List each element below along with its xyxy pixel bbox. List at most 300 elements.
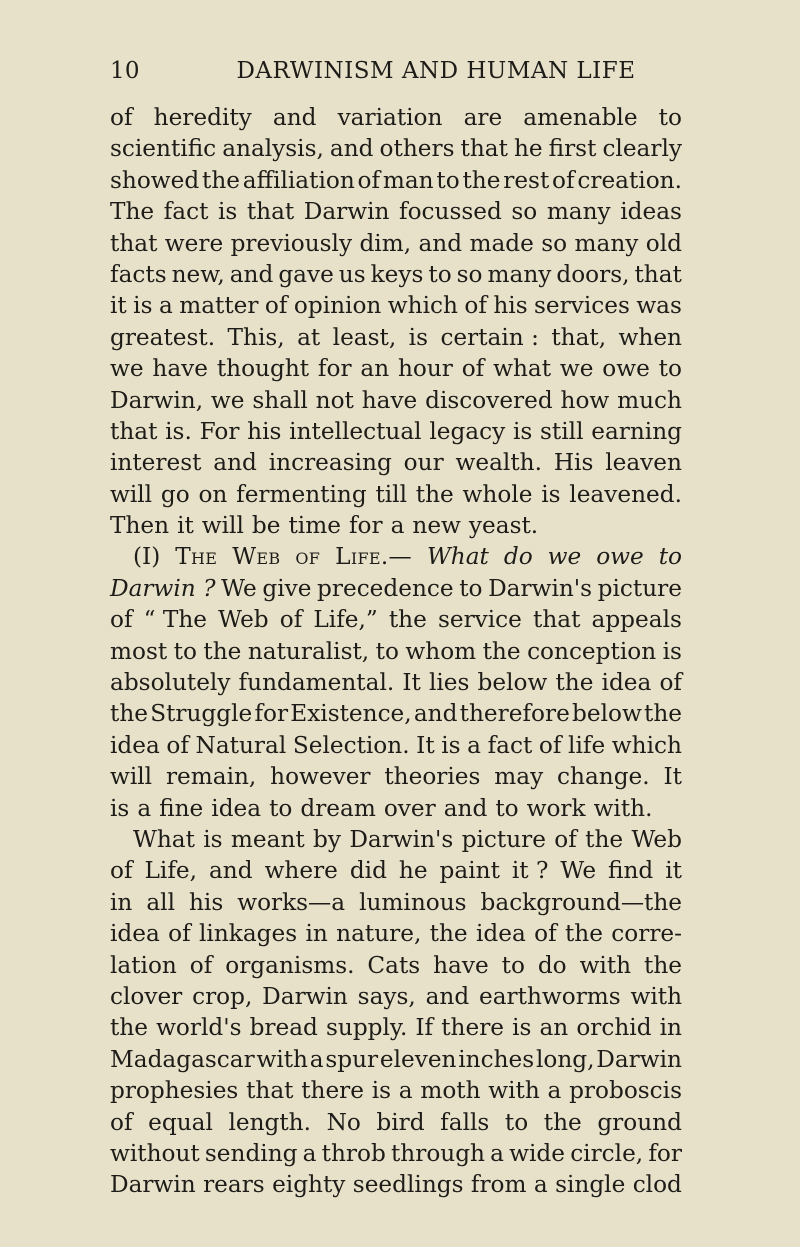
word: of xyxy=(110,1108,133,1136)
word: therefore xyxy=(459,700,570,728)
word: to xyxy=(495,794,519,822)
word: and xyxy=(272,104,317,131)
word: Natural xyxy=(195,731,287,759)
word: the xyxy=(644,951,682,979)
word: absolutely xyxy=(110,669,231,697)
word: it xyxy=(177,512,194,540)
word: of xyxy=(264,292,288,320)
word: however xyxy=(270,763,371,791)
word: with xyxy=(256,1045,308,1073)
word: says, xyxy=(357,982,416,1010)
word: seedlings xyxy=(352,1171,464,1199)
word: Existence, xyxy=(290,700,412,728)
word: did xyxy=(349,857,387,885)
word: eighty xyxy=(272,1171,346,1199)
word: Darwin ? xyxy=(110,574,216,602)
word: doors, xyxy=(556,260,630,288)
word: is xyxy=(371,1077,392,1105)
word: rest xyxy=(503,166,550,194)
text-line xyxy=(110,541,682,572)
word: the xyxy=(482,637,521,665)
text-line xyxy=(110,730,682,761)
word: naturalist, xyxy=(247,637,370,665)
word: a xyxy=(398,1077,413,1105)
word: to xyxy=(658,104,682,131)
word: he xyxy=(513,135,543,163)
word: to xyxy=(269,794,293,822)
word: paint xyxy=(439,857,500,885)
word: it xyxy=(110,292,127,320)
word: of xyxy=(110,857,133,885)
word: to xyxy=(504,1108,529,1136)
word: not xyxy=(315,386,354,414)
word: of xyxy=(534,920,557,948)
word: for xyxy=(254,700,289,728)
word: service xyxy=(437,606,522,634)
word: of xyxy=(295,543,321,571)
word: remain, xyxy=(165,763,257,791)
text-line xyxy=(110,322,682,353)
word: ideas xyxy=(620,198,682,226)
word: are xyxy=(463,104,503,131)
word: gave xyxy=(278,260,334,288)
word: appeals xyxy=(591,606,682,634)
word: of xyxy=(554,825,577,853)
word: do xyxy=(503,543,533,571)
word: the xyxy=(644,700,682,728)
word: through xyxy=(390,1139,485,1167)
word: bread xyxy=(249,1014,318,1042)
word: sending xyxy=(204,1139,298,1167)
text-line xyxy=(110,1169,682,1200)
word: of xyxy=(357,166,381,194)
word: there xyxy=(441,1014,504,1042)
word: and xyxy=(229,260,274,288)
text-line xyxy=(110,573,682,604)
word: length. xyxy=(228,1108,311,1136)
word: least, xyxy=(332,323,397,351)
word: what xyxy=(493,355,552,383)
word: his xyxy=(247,417,282,445)
word: that xyxy=(533,606,581,634)
word: spur xyxy=(325,1045,379,1073)
word: give xyxy=(262,574,312,602)
word: for xyxy=(348,512,383,540)
word: clover xyxy=(110,982,183,1010)
text-line xyxy=(110,447,682,478)
word: that xyxy=(460,135,508,163)
text-line xyxy=(110,290,682,321)
word: and xyxy=(413,700,458,728)
word: others xyxy=(379,135,455,163)
word: whom xyxy=(405,637,477,665)
word: inches xyxy=(458,1045,535,1073)
word: the xyxy=(585,825,624,853)
word: Darwin xyxy=(262,982,348,1010)
text-line xyxy=(110,102,682,133)
word: of xyxy=(110,104,133,131)
word: prophesies xyxy=(110,1077,239,1105)
word: previously xyxy=(230,229,353,257)
word: is xyxy=(512,1014,532,1042)
word: may xyxy=(494,763,544,791)
word: earning xyxy=(591,417,682,445)
text-line xyxy=(110,165,682,196)
word: proboscis xyxy=(569,1077,682,1105)
word: where xyxy=(264,857,338,885)
word: facts xyxy=(110,260,167,288)
word: variation xyxy=(337,104,443,131)
text-line xyxy=(110,855,682,886)
word: find xyxy=(608,857,654,885)
word: do xyxy=(537,951,567,979)
word: we xyxy=(559,355,594,383)
word: clod xyxy=(632,1171,682,1199)
word: us xyxy=(338,260,366,288)
word: the xyxy=(202,166,240,194)
word: so xyxy=(541,229,568,257)
text-line xyxy=(110,604,682,635)
word: It xyxy=(663,763,682,791)
word: the xyxy=(110,1014,148,1042)
word: equal xyxy=(148,1108,213,1136)
word: organisms. xyxy=(225,951,355,979)
word: Selection. xyxy=(292,731,410,759)
word: amenable xyxy=(523,104,638,131)
word: linkages xyxy=(199,920,298,948)
word: have xyxy=(433,951,489,979)
word: for xyxy=(648,1139,682,1167)
word: is xyxy=(217,198,238,226)
text-line xyxy=(110,918,682,949)
word: we xyxy=(110,355,144,383)
text-line xyxy=(110,1012,682,1043)
text-line xyxy=(110,1107,682,1138)
word: single xyxy=(555,1171,626,1199)
text-line xyxy=(110,1138,682,1169)
word: of xyxy=(659,669,682,697)
text-line xyxy=(110,636,682,667)
word: orchid xyxy=(576,1014,652,1042)
word: circle, xyxy=(570,1139,644,1167)
word: will xyxy=(201,512,244,540)
word: the xyxy=(388,606,427,634)
word: and xyxy=(443,794,488,822)
word: greatest. xyxy=(110,323,216,351)
word: bird xyxy=(376,1108,425,1136)
word: Life, xyxy=(144,857,198,885)
word: crop, xyxy=(192,982,253,1010)
word: works—a xyxy=(237,888,346,916)
word: a xyxy=(302,1139,317,1167)
word: analysis, xyxy=(222,135,324,163)
word: wide xyxy=(509,1139,566,1167)
running-title: DARWINISM AND HUMAN LIFE xyxy=(236,58,636,84)
word: idea xyxy=(475,920,526,948)
word: to xyxy=(658,355,682,383)
word: till xyxy=(375,480,408,508)
text-line xyxy=(110,510,682,541)
word: will xyxy=(110,480,153,508)
word: it xyxy=(665,857,682,885)
word: leavened. xyxy=(569,480,682,508)
word: that xyxy=(634,260,682,288)
text-line xyxy=(110,761,682,792)
word: luminous xyxy=(359,888,467,916)
text-line xyxy=(110,824,682,855)
word: interest xyxy=(110,449,202,477)
word: in xyxy=(305,920,328,948)
word: of xyxy=(168,920,191,948)
word: fermenting xyxy=(236,480,367,508)
word: We xyxy=(221,574,257,602)
word: Darwin xyxy=(110,1171,196,1199)
word: of xyxy=(464,292,487,320)
word: and xyxy=(213,449,257,477)
word: Web xyxy=(631,825,682,853)
word: many xyxy=(546,198,611,226)
word: made xyxy=(469,229,534,257)
word: below xyxy=(477,669,548,697)
word: throb xyxy=(321,1139,386,1167)
word: Darwin, xyxy=(110,386,204,414)
word: in xyxy=(110,888,133,916)
word: he xyxy=(398,857,428,885)
word: picture xyxy=(461,825,546,853)
text-line xyxy=(110,950,682,981)
word: below xyxy=(572,700,642,728)
word: moth xyxy=(420,1077,481,1105)
word: be xyxy=(251,512,281,540)
word: from xyxy=(470,1171,527,1199)
word: What xyxy=(133,825,195,853)
word: “ The xyxy=(143,606,208,634)
word: hour xyxy=(397,355,453,383)
word: to xyxy=(459,574,483,602)
word: Struggle xyxy=(150,700,253,728)
word: idea xyxy=(601,669,652,697)
text-line xyxy=(110,887,682,918)
word: lies xyxy=(428,669,470,697)
word: affiliation xyxy=(242,166,355,194)
word: a xyxy=(158,292,173,320)
text-line xyxy=(110,416,682,447)
word: the xyxy=(110,700,148,728)
text-line xyxy=(110,133,682,164)
word: of xyxy=(189,951,213,979)
word: have xyxy=(152,355,208,383)
word: Then xyxy=(110,512,170,540)
text-line xyxy=(110,479,682,510)
word: idea xyxy=(110,731,160,759)
word: that xyxy=(246,198,295,226)
text-line xyxy=(110,1044,682,1075)
word: This, xyxy=(227,323,285,351)
word: the xyxy=(415,480,454,508)
text-line xyxy=(110,353,682,384)
text-line xyxy=(110,793,682,824)
word: Life.— xyxy=(335,543,412,571)
word: of xyxy=(110,606,133,634)
word: have xyxy=(361,386,418,414)
word: all xyxy=(146,888,175,916)
word: much xyxy=(617,386,682,414)
word: when xyxy=(618,323,682,351)
word: world's xyxy=(156,1014,242,1042)
text-line xyxy=(110,196,682,227)
text-line xyxy=(110,981,682,1012)
word: earthworms xyxy=(479,982,621,1010)
word: services xyxy=(534,292,630,320)
word: legacy xyxy=(429,417,506,445)
word: and xyxy=(425,982,470,1010)
word: with xyxy=(630,982,682,1010)
word: the xyxy=(203,637,242,665)
word: rears xyxy=(203,1171,265,1199)
word: dream xyxy=(300,794,376,822)
word: old xyxy=(645,229,682,257)
word: and xyxy=(208,857,253,885)
word: scientific xyxy=(110,135,217,163)
word: fact xyxy=(163,198,209,226)
word: theories xyxy=(384,763,481,791)
word: the xyxy=(462,166,501,194)
word: with xyxy=(579,951,632,979)
word: clearly xyxy=(602,135,682,163)
text-line xyxy=(110,259,682,290)
word: supply. xyxy=(325,1014,408,1042)
word: time xyxy=(288,512,341,540)
word: The xyxy=(110,198,155,226)
word: If xyxy=(415,1014,434,1042)
word: eleven xyxy=(379,1045,457,1073)
text-line xyxy=(110,385,682,416)
word: is xyxy=(512,417,533,445)
word: and xyxy=(329,135,374,163)
word: is xyxy=(203,825,223,853)
word: is xyxy=(133,292,153,320)
word: fine xyxy=(159,794,204,822)
word: ground xyxy=(597,1108,682,1136)
word: a xyxy=(390,512,405,540)
word: with xyxy=(488,1077,540,1105)
word: at xyxy=(297,323,321,351)
word: in xyxy=(659,1014,682,1042)
word: go xyxy=(160,480,190,508)
body-text xyxy=(110,102,682,1201)
word: many xyxy=(574,229,639,257)
word: long, xyxy=(535,1045,595,1073)
word: so xyxy=(511,198,538,226)
word: of xyxy=(166,731,189,759)
word: thought xyxy=(216,355,310,383)
text-line xyxy=(110,698,682,729)
word: it ? xyxy=(511,857,549,885)
word: His xyxy=(553,449,594,477)
word: the xyxy=(543,1108,582,1136)
text-line xyxy=(110,1075,682,1106)
page-number: 10 xyxy=(110,58,140,84)
word: so xyxy=(456,260,483,288)
word: shall xyxy=(252,386,308,414)
word: a xyxy=(309,1045,324,1073)
word: is xyxy=(541,480,561,508)
word: intellectual xyxy=(289,417,422,445)
word: to xyxy=(375,637,399,665)
word: corre- xyxy=(611,920,682,948)
word: without xyxy=(110,1139,200,1167)
word: a xyxy=(137,794,152,822)
word: by xyxy=(313,825,341,853)
word: that xyxy=(110,229,158,257)
word: of xyxy=(552,166,575,194)
word: is xyxy=(441,731,461,759)
word: fundamental. xyxy=(238,669,395,697)
word: how xyxy=(560,386,610,414)
word: the xyxy=(555,669,594,697)
word: with. xyxy=(593,794,653,822)
word: Darwin xyxy=(303,198,390,226)
word: idea xyxy=(110,920,160,948)
word: a xyxy=(490,1139,504,1167)
word: It xyxy=(416,731,435,759)
word: No xyxy=(326,1108,361,1136)
word: nature, xyxy=(336,920,422,948)
word: owe xyxy=(602,355,650,383)
word: to xyxy=(501,951,525,979)
word: owe xyxy=(596,543,644,571)
word: whole xyxy=(462,480,533,508)
word: is xyxy=(408,323,428,351)
word: of xyxy=(538,731,562,759)
word: certain : xyxy=(440,323,539,351)
word: keys xyxy=(370,260,424,288)
word: picture xyxy=(597,574,682,602)
word: an xyxy=(360,355,390,383)
text-line xyxy=(110,667,682,698)
word: Life,” xyxy=(313,606,378,634)
word: idea xyxy=(211,794,262,822)
word: change. xyxy=(557,763,650,791)
word: lation xyxy=(110,951,177,979)
page-header xyxy=(110,58,682,88)
word: to xyxy=(428,260,452,288)
word: of xyxy=(279,606,303,634)
word: is. xyxy=(165,417,192,445)
word: wealth. xyxy=(455,449,542,477)
word: the xyxy=(429,920,468,948)
word: creation. xyxy=(577,166,682,194)
word: his xyxy=(493,292,528,320)
word: the xyxy=(564,920,603,948)
word: It xyxy=(402,669,421,697)
word: an xyxy=(539,1014,569,1042)
word: on xyxy=(198,480,228,508)
word: Darwin's xyxy=(349,825,454,853)
word: meant xyxy=(230,825,305,853)
word: man xyxy=(382,166,434,194)
word: background—the xyxy=(480,888,682,916)
word: over xyxy=(383,794,436,822)
word: yeast. xyxy=(468,512,539,540)
word: leaven xyxy=(605,449,682,477)
word: for xyxy=(317,355,352,383)
word: still xyxy=(540,417,584,445)
word: conception xyxy=(527,637,657,665)
word: Darwin xyxy=(596,1045,682,1073)
word: Madagascar xyxy=(110,1045,255,1073)
word: that xyxy=(110,417,158,445)
